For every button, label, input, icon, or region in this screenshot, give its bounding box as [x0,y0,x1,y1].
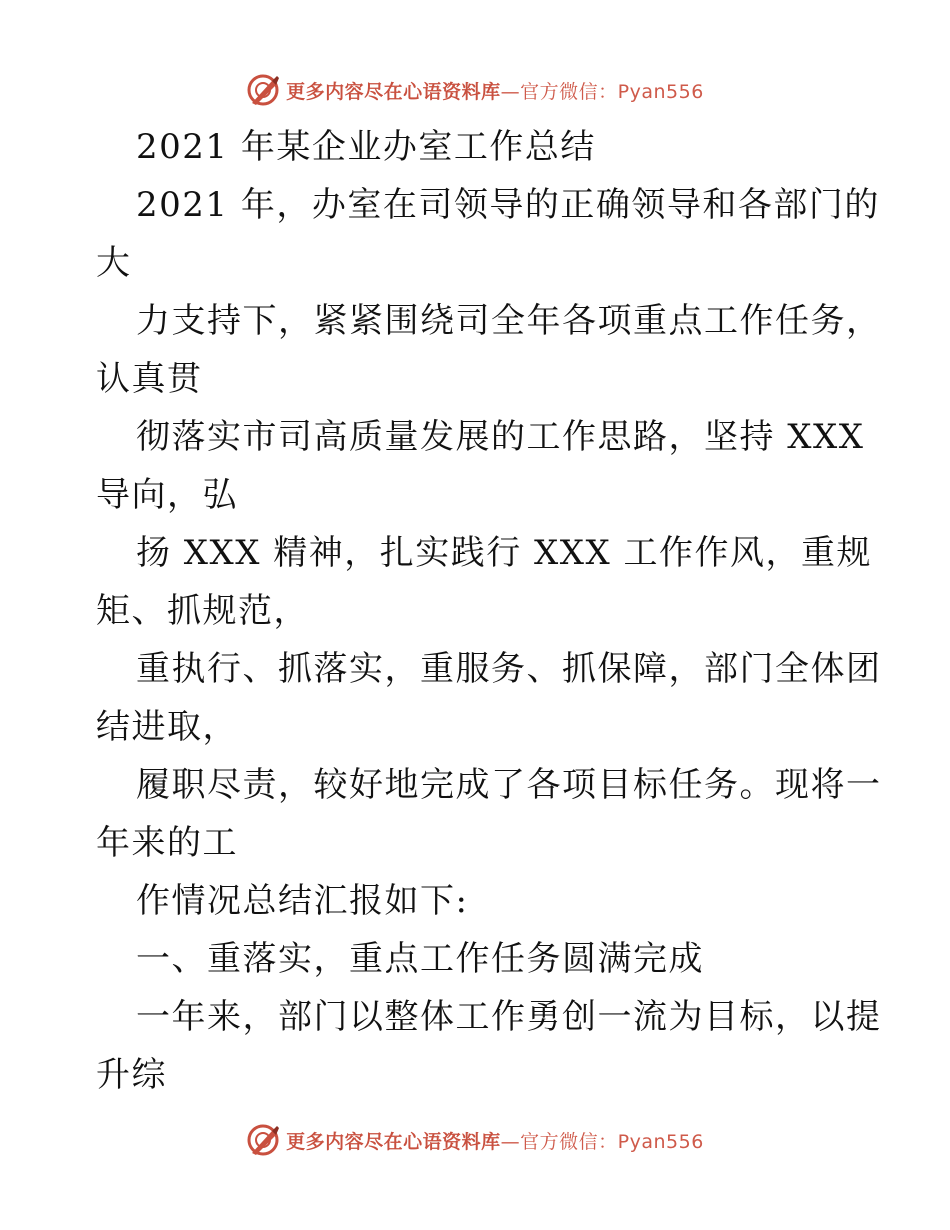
doc-line: 升综 [96,1055,167,1095]
doc-line: 结进取， [96,707,238,747]
doc-line: 履职尽责，较好地完成了各项目标任务。现将一 [136,765,882,805]
watermark-text [286,1127,704,1154]
doc-line: 重执行、抓落实，重服务、抓保障，部门全体团 [136,649,882,689]
doc-line: 年来的工 [96,823,238,863]
doc-line: 扬 XXX 精神，扎实践行 XXX 工作作风，重规 [136,533,872,573]
doc-line: 导向，弘 [96,475,238,515]
doc-line: 彻落实市司高质量发展的工作思路，坚持 XXX [136,417,865,457]
watermark-contact: —官方微信：Pyan556 [500,1130,704,1153]
watermark-contact: —官方微信：Pyan556 [500,80,704,103]
doc-line: 矩、抓规范， [96,591,309,631]
pen-logo-icon [246,1123,280,1157]
doc-line: 力支持下，紧紧围绕司全年各项重点工作任务， [136,301,882,341]
doc-line: 作情况总结汇报如下: [136,881,469,921]
document-body [96,118,882,1104]
section-heading: 一、重落实，重点工作任务圆满完成 [136,939,704,979]
watermark-text [286,77,704,104]
doc-line: 一年来，部门以整体工作勇创一流为目标，以提 [136,997,882,1037]
watermark-brand: 更多内容尽在心语资料库 [286,1130,501,1153]
watermark-brand: 更多内容尽在心语资料库 [286,80,501,103]
doc-line: 大 [96,243,132,283]
doc-line: 2021 年，办室在司领导的正确领导和各部门的 [136,185,880,225]
footer-watermark [0,1120,950,1160]
header-watermark [0,70,950,110]
doc-line: 认真贯 [96,359,203,399]
pen-logo-icon [246,73,280,107]
doc-title: 2021 年某企业办室工作总结 [136,127,596,167]
